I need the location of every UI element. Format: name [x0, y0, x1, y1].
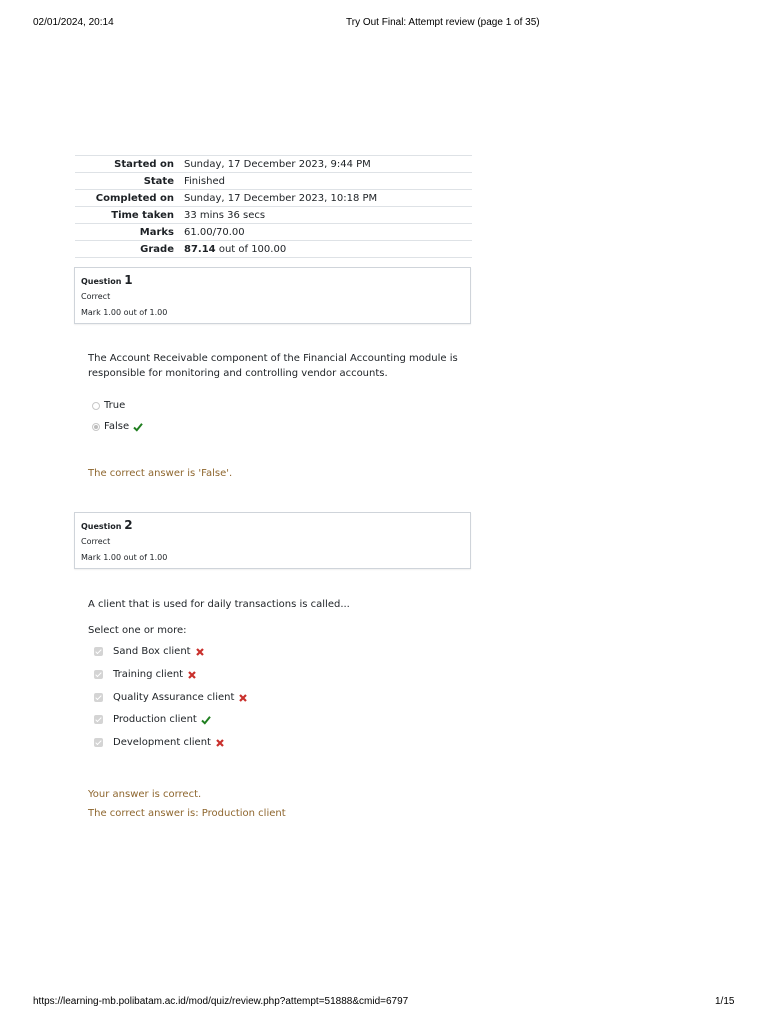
checkbox[interactable] [94, 670, 103, 679]
question-number [81, 273, 133, 287]
cross-icon [195, 647, 205, 657]
summary-value: 61.00/70.00 [184, 224, 472, 241]
question-state: Correct [81, 537, 111, 546]
grade-value: 87.14 [184, 243, 216, 255]
question-info-box [74, 267, 471, 324]
correct-answer-feedback: The correct answer is: Production client [88, 808, 286, 819]
question-state: Correct [81, 292, 111, 301]
attempt-summary-table [75, 155, 472, 258]
question-prefix: Question [81, 277, 122, 286]
general-feedback: Your answer is correct. [88, 789, 202, 800]
answer-option-sandbox[interactable] [94, 646, 205, 657]
question-number-value: 2 [124, 518, 133, 532]
correct-answer-feedback: The correct answer is 'False'. [88, 468, 233, 479]
answer-option-false[interactable] [92, 421, 143, 432]
summary-row-time-taken [75, 207, 472, 224]
summary-value: 33 mins 36 secs [184, 207, 472, 224]
summary-value: Sunday, 17 December 2023, 10:18 PM [184, 190, 472, 207]
summary-label: Started on [75, 156, 184, 173]
print-title: Try Out Final: Attempt review (page 1 of 35) [346, 17, 540, 28]
question-mark: Mark 1.00 out of 1.00 [81, 308, 168, 317]
check-icon [133, 422, 143, 432]
answer-label: True [104, 400, 126, 411]
cross-icon [187, 670, 197, 680]
summary-label: Marks [75, 224, 184, 241]
question-info-box [74, 512, 471, 569]
answer-option-training[interactable] [94, 669, 197, 680]
answer-option-development[interactable] [94, 737, 225, 748]
summary-label: Grade [75, 241, 184, 258]
answer-label: Production client [113, 714, 197, 725]
summary-row-grade [75, 241, 472, 258]
select-prompt: Select one or more: [88, 625, 187, 636]
question-text-line: The Account Receivable component of the Financial Accounting module is [88, 353, 458, 364]
question-text: A client that is used for daily transactions is called... [88, 599, 350, 610]
answer-label: Training client [113, 669, 184, 680]
summary-label: Completed on [75, 190, 184, 207]
question-mark: Mark 1.00 out of 1.00 [81, 553, 168, 562]
print-page-number: 1/15 [715, 996, 735, 1007]
checkbox[interactable] [94, 647, 103, 656]
question-prefix: Question [81, 522, 122, 531]
summary-row-completed [75, 190, 472, 207]
answer-option-true[interactable] [92, 400, 125, 411]
radio-button[interactable] [92, 423, 100, 431]
answer-option-production[interactable] [94, 714, 211, 725]
print-datetime: 02/01/2024, 20:14 [33, 17, 114, 28]
cross-icon [238, 693, 248, 703]
summary-label: State [75, 173, 184, 190]
question-number [81, 518, 133, 532]
summary-value: Sunday, 17 December 2023, 9:44 PM [184, 156, 472, 173]
radio-button[interactable] [92, 402, 100, 410]
question-number-value: 1 [124, 273, 133, 287]
answer-option-qa[interactable] [94, 692, 248, 703]
summary-label: Time taken [75, 207, 184, 224]
cross-icon [215, 738, 225, 748]
answer-label: Quality Assurance client [113, 692, 235, 703]
summary-value: Finished [184, 173, 472, 190]
checkbox[interactable] [94, 715, 103, 724]
check-icon [201, 715, 211, 725]
summary-value [184, 241, 472, 258]
checkbox[interactable] [94, 693, 103, 702]
summary-row-started [75, 156, 472, 173]
checkbox[interactable] [94, 738, 103, 747]
grade-out-of: out of 100.00 [215, 243, 287, 255]
question-text [88, 351, 458, 381]
answer-label: Development client [113, 737, 211, 748]
print-url: https://learning-mb.polibatam.ac.id/mod/quiz/review.php?attempt=51888&cmid=6797 [33, 996, 409, 1007]
summary-row-state [75, 173, 472, 190]
question-text-line: responsible for monitoring and controlling vendor accounts. [88, 368, 388, 379]
answer-label: False [104, 421, 130, 432]
answer-label: Sand Box client [113, 646, 191, 657]
summary-row-marks [75, 224, 472, 241]
